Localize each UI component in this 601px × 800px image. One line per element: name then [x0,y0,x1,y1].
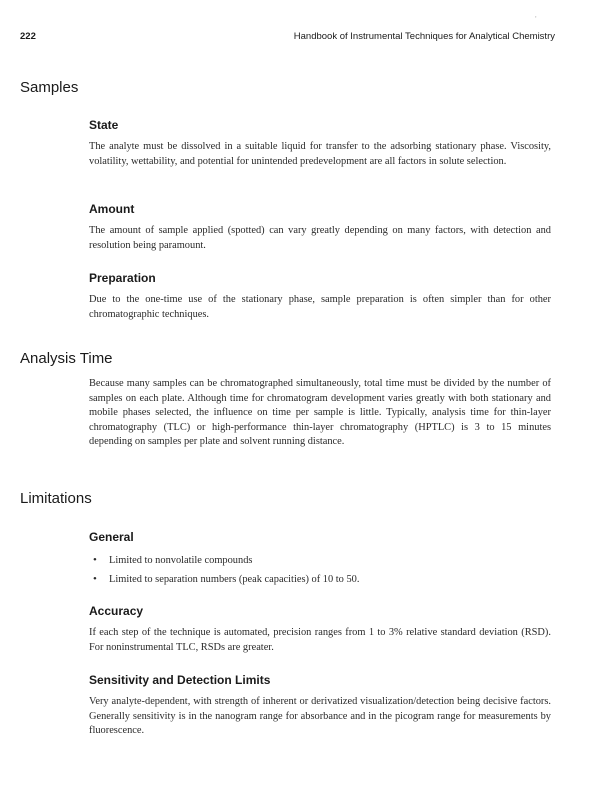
scan-speck: , [535,13,537,19]
page-number: 222 [20,31,36,42]
paragraph-state: The analyte must be dissolved in a suitable liquid for transfer to the adsorbing stationary phase. Viscosity, volatility, wettability, and potential for unintended predevelopment are all factors in solute selection. [89,141,551,167]
subheading-accuracy: Accuracy [89,604,144,618]
list-item: • Limited to nonvolatile compounds [89,551,551,570]
subheading-sensitivity: Sensitivity and Detection Limits [89,673,271,687]
running-title: Handbook of Instrumental Techniques for Analytical Chemistry [293,31,555,42]
subheading-state: State [89,118,119,132]
subheading-general: General [89,530,134,544]
section-title-limitations: Limitations [20,490,92,507]
subheading-preparation: Preparation [89,271,156,285]
paragraph-amount: The amount of sample applied (spotted) can vary greatly depending on many factors, with detection and resolution being paramount. [89,225,551,251]
paragraph-preparation: Due to the one-time use of the stationary phase, sample preparation is often simpler than for other chromatographic techniques. [89,294,551,320]
section-title-analysis-time: Analysis Time [20,350,113,367]
bullet-icon: • [93,554,97,566]
bullet-list-general [89,551,551,589]
paragraph-sensitivity: Very analyte-dependent, with strength of inherent or derivatized visualization/detection being decisive factors. Generally sensitivity is in the nanogram range for absorbance and in the picogram range for measurements by fluorescence. [89,696,551,737]
subheading-amount: Amount [89,202,135,216]
page-header [20,31,555,47]
bullet-icon: • [93,573,97,585]
section-title-samples: Samples [20,79,79,96]
list-item: • Limited to separation numbers (peak capacities) of 10 to 50. [89,570,551,589]
paragraph-accuracy: If each step of the technique is automated, precision ranges from 1 to 3% relative standard deviation (RSD). For noninstrumental TLC, RSDs are greater. [89,627,551,653]
paragraph-analysis-time: Because many samples can be chromatographed simultaneously, total time must be divided by the number of samples on each plate. Although time for chromatogram development varies greatly with both stationary and mobile phases selected, the influence on time per sample is little. Typically, analysis time for thin-layer chromatography (TLC) or high-performance thin-layer chromatography (HPTLC) is 3 to 15 minutes depending on samples per plate and solvent running distance. [89,378,551,448]
